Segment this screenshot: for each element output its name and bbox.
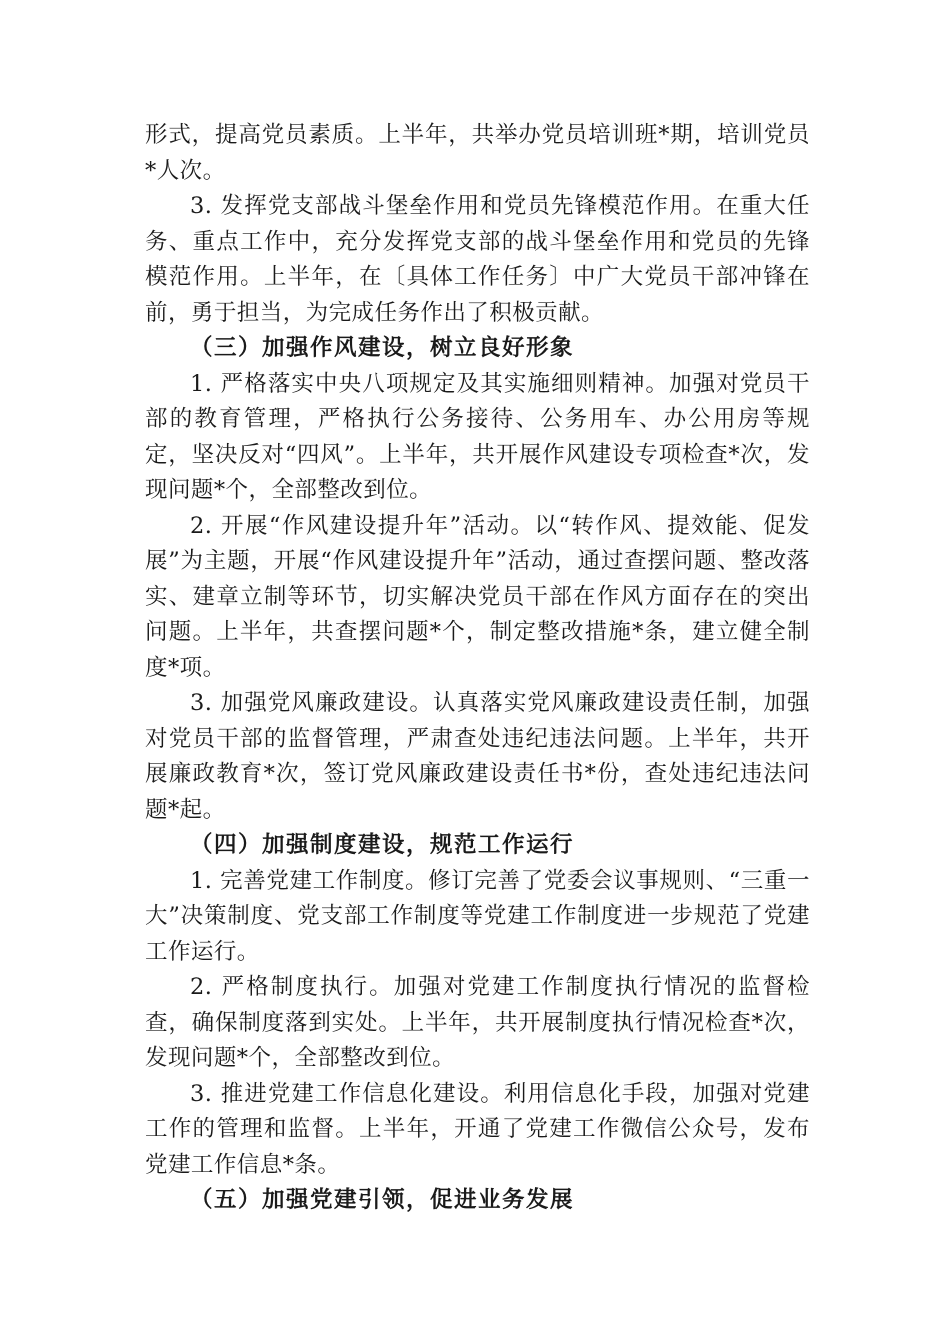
- paragraph-item: 2. 严格制度执行。加强对党建工作制度执行情况的监督检查，确保制度落到实处。上半年，共开展制度执行情况检查*次，发现问题*个，全部整改到位。: [145, 974, 810, 1071]
- paragraph-item: 1. 完善党建工作制度。修订完善了党委会议事规则、“三重一大”决策制度、党支部工作制度等党建工作制度进一步规范了党建工作运行。: [145, 867, 810, 965]
- paragraph-item: 2. 开展“作风建设提升年”活动。以“转作风、提效能、促发展”为主题，开展“作风建设提升年”活动，通过查摆问题、整改落实、建章立制等环节，切实解决党员干部在作风方面存在的突出问题。上半年，共查摆问题*个，制定整改措施*条，建立健全制度*项。: [145, 512, 810, 681]
- paragraph-item: 1. 严格落实中央八项规定及其实施细则精神。加强对党员干部的教育管理，严格执行公务接待、公务用车、办公用房等规定，坚决反对“四风”。上半年，共开展作风建设专项检查*次，发现问题*个，全部整改到位。: [145, 370, 810, 503]
- section-heading: （五）加强党建引领，促进业务发展: [190, 1187, 575, 1213]
- paragraph-item: 3. 发挥党支部战斗堡垒作用和党员先锋模范作用。在重大任务、重点工作中，充分发挥党支部的战斗堡垒作用和党员的先锋模范作用。上半年，在〔具体工作任务〕中广大党员干部冲锋在前，勇于担当，为完成任务作出了积极贡献。: [145, 193, 810, 326]
- paragraph-item: 3. 加强党风廉政建设。认真落实党风廉政建设责任制，加强对党员干部的监督管理，严肃查处违纪违法问题。上半年，共开展廉政教育*次，签订党风廉政建设责任书*份，查处违纪违法问题*起。: [145, 690, 810, 823]
- document-page: [145, 118, 810, 1219]
- section-heading: （三）加强作风建设，树立良好形象: [190, 335, 575, 361]
- paragraph-continuation: 形式，提高党员素质。上半年，共举办党员培训班*期，培训党员*人次。: [145, 122, 810, 184]
- section-heading: （四）加强制度建设，规范工作运行: [190, 832, 575, 858]
- paragraph-item: 3. 推进党建工作信息化建设。利用信息化手段，加强对党建工作的管理和监督。上半年，开通了党建工作微信公众号，发布党建工作信息*条。: [145, 1080, 810, 1178]
